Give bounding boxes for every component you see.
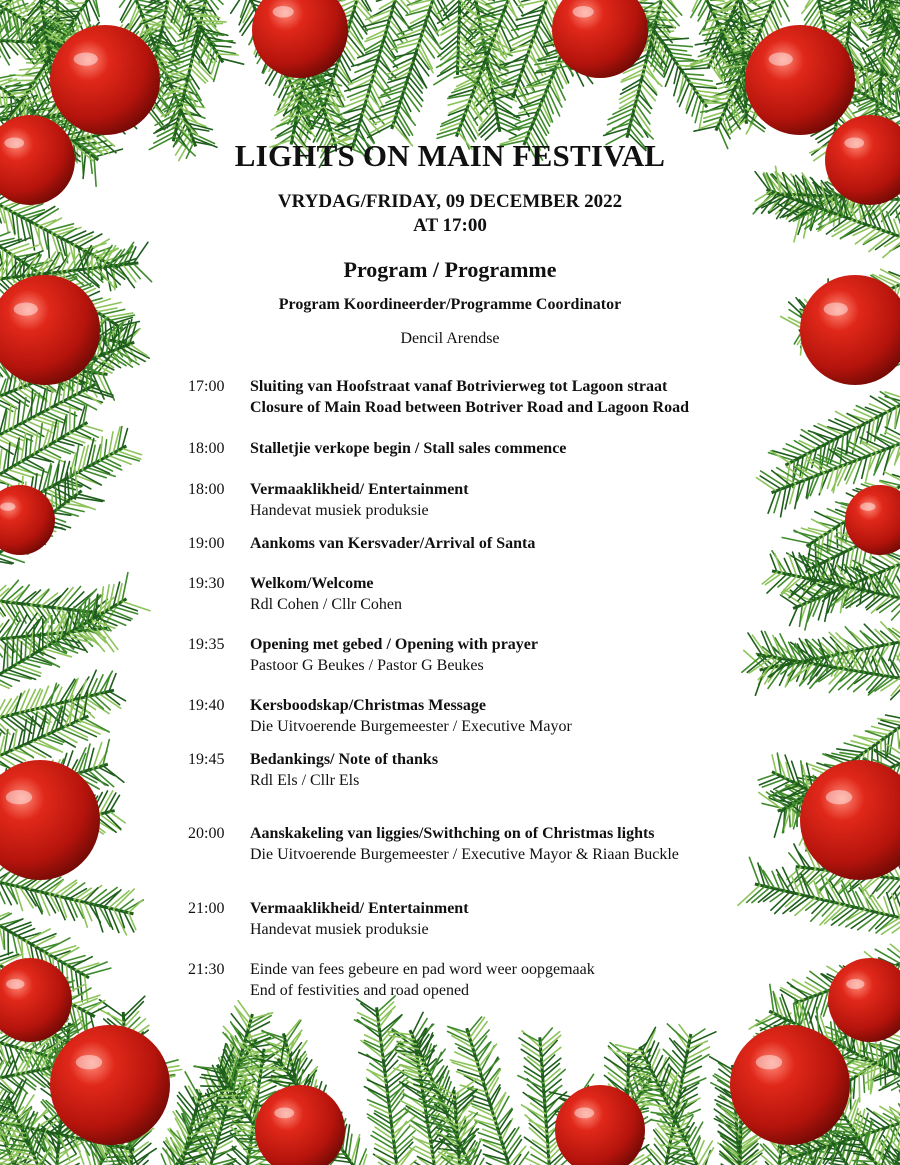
program-item-title: Vermaaklikheid/ Entertainment [250,900,469,917]
program-item-title: Opening met gebed / Opening with prayer [250,636,539,653]
program-item-title: Welkom/Welcome [250,575,374,592]
program-item-title-en: Closure of Main Road between Botriver Road and Lagoon Road [250,399,689,416]
program-item-detail: Pastoor G Beukes / Pastor G Beukes [250,657,484,674]
program-item-time: 19:30 [188,575,225,592]
program-item-time: 18:00 [188,440,225,457]
coordinator-label: Program Koordineerder/Programme Coordinator [278,296,622,313]
program-item-title: Sluiting van Hoofstraat vanaf Botrivierweg tot Lagoon straat [250,378,668,395]
program-item-detail: Handevat musiek produksie [250,502,429,519]
program-item-time: 19:00 [188,535,225,552]
festival-title: LIGHTS ON MAIN FESTIVAL [234,138,666,173]
program-item-time: 21:00 [188,900,225,917]
program-item-time: 17:00 [188,378,225,395]
program-item-time: 19:35 [188,636,225,653]
program-item-detail: Die Uitvoerende Burgemeester / Executive Mayor & Riaan Buckle [250,846,679,863]
program-item-time: 19:45 [188,751,225,768]
program-item-title: Aankoms van Kersvader/Arrival of Santa [250,535,536,552]
program-item-time: 19:40 [188,697,225,714]
program-item-detail: Rdl Els / Cllr Els [250,772,360,789]
program-item-title: Aanskakeling van liggies/Swithching on of Christmas lights [250,825,655,842]
program-item-detail: Rdl Cohen / Cllr Cohen [250,596,402,613]
program-item-detail: Handevat musiek produksie [250,921,429,938]
program-item-detail: Die Uitvoerende Burgemeester / Executive Mayor [250,718,572,735]
coordinator-name: Dencil Arendse [400,330,500,347]
program-heading: Program / Programme [343,257,557,282]
event-date: VRYDAG/FRIDAY, 09 DECEMBER 2022 [277,191,623,212]
program-item-detail: Einde van fees gebeure en pad word weer oopgemaak [250,961,595,978]
program-item-time: 20:00 [188,825,225,842]
program-item-title: Kersboodskap/Christmas Message [250,697,487,714]
program-item-title: Vermaaklikheid/ Entertainment [250,481,469,498]
program-item-time: 21:30 [188,961,225,978]
program-item-title: Stalletjie verkope begin / Stall sales commence [250,440,567,457]
program-item-time: 18:00 [188,481,225,498]
event-start-time: AT 17:00 [413,215,487,236]
program-item-detail-en: End of festivities and road opened [250,982,470,999]
program-item-title: Bedankings/ Note of thanks [250,751,439,768]
